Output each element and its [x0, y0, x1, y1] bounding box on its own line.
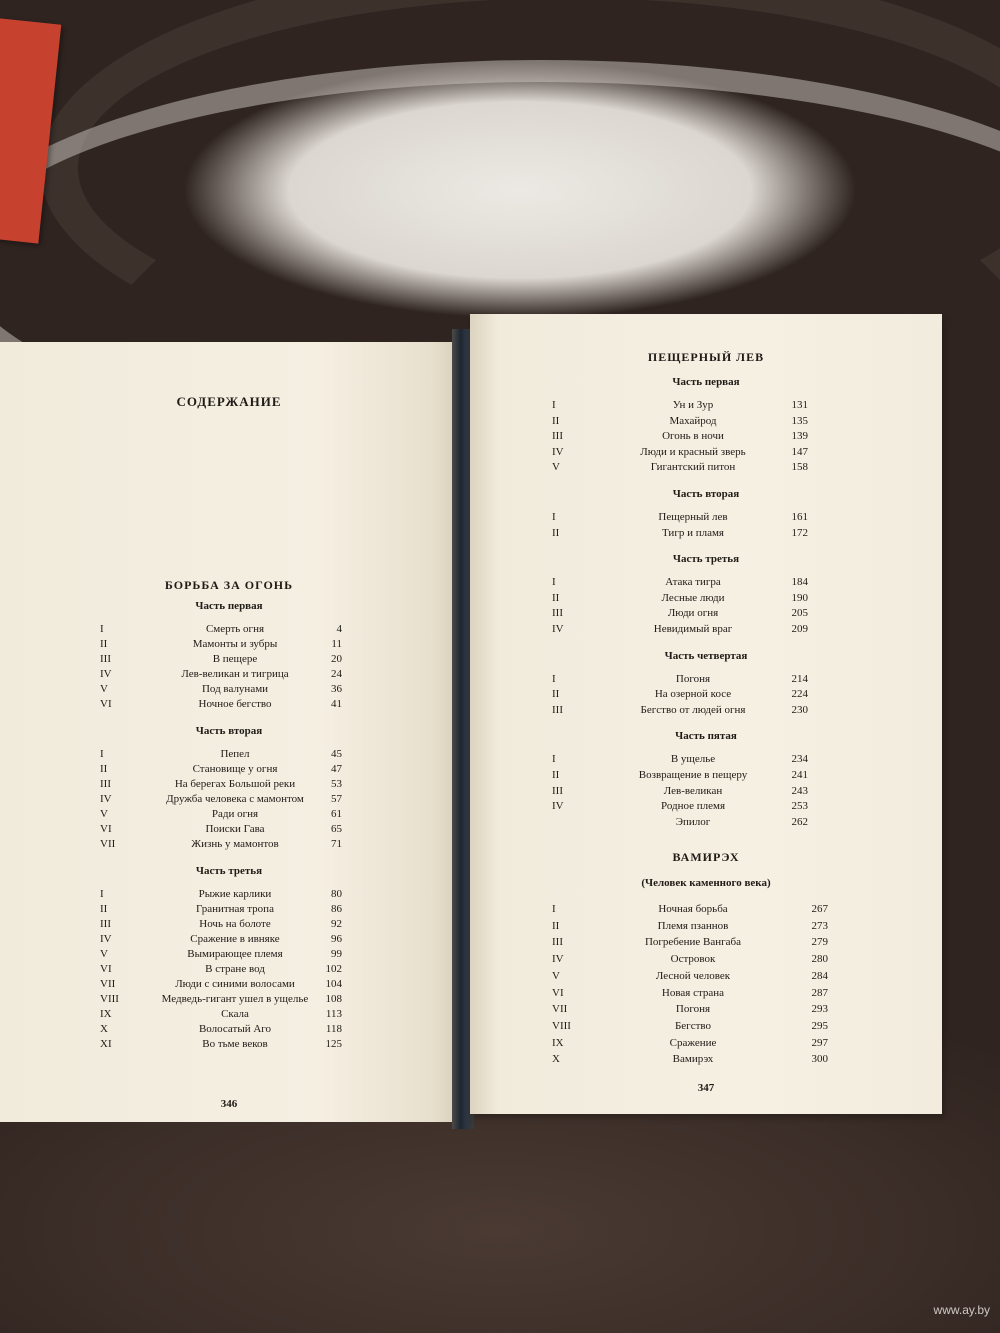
chapter-number: II: [552, 688, 560, 701]
right-page: [470, 314, 942, 1114]
chapter-number: V: [552, 461, 560, 474]
chapter-number: V: [100, 948, 108, 960]
chapter-page: 57: [331, 793, 342, 805]
chapter-number: III: [552, 607, 563, 620]
chapter-title: Махайрод: [669, 414, 717, 427]
work-title: БОРЬБА ЗА ОГОНЬ: [164, 578, 294, 592]
chapter-page: 209: [791, 623, 808, 635]
toc-entry: [552, 703, 808, 718]
chapter-number: III: [100, 778, 111, 790]
chapter-title: Тигр и пламя: [661, 526, 724, 539]
chapter-title: На берегах Большой реки: [174, 778, 296, 790]
work-title: ПЕЩЕРНЫЙ ЛЕВ: [647, 350, 765, 364]
chapter-title: Возвращение в пещеру: [638, 769, 748, 781]
chapter-page: 45: [331, 748, 342, 760]
chapter-page: 234: [791, 753, 808, 766]
chapter-number: II: [100, 638, 108, 650]
chapter-title: Люди и красный зверь: [640, 445, 746, 458]
chapter-title: Во тьме веков: [202, 1038, 268, 1050]
toc-entry: [100, 652, 342, 667]
chapter-page: 118: [325, 1023, 342, 1035]
toc-entry: [552, 919, 842, 934]
chapter-number: II: [552, 526, 560, 539]
chapter-title: Огонь в ночи: [662, 430, 724, 443]
chapter-number: VII: [100, 978, 116, 990]
chapter-page: 108: [325, 993, 342, 1005]
chapter-number: I: [552, 511, 556, 523]
chapter-title: В пещере: [212, 653, 258, 665]
chapter-number: III: [100, 653, 111, 665]
chapter-number: I: [552, 753, 556, 766]
toc-entry: [552, 1019, 842, 1034]
chapter-title: Медведь-гигант ушел в ущелье: [161, 993, 309, 1005]
chapter-title: Люди с синими волосами: [175, 978, 295, 990]
toc-entry: [552, 768, 808, 783]
part-title: Часть четвертая: [664, 649, 748, 662]
toc-entry: [100, 962, 342, 977]
chapter-number: IV: [552, 623, 564, 635]
chapter-title: Погоня: [675, 1003, 711, 1016]
part-title: Часть первая: [195, 600, 263, 612]
toc-entry: [552, 799, 808, 814]
chapter-page: 273: [811, 919, 828, 932]
chapter-title: В ущелье: [670, 753, 716, 766]
chapter-page: 131: [791, 399, 808, 411]
chapter-page: 24: [331, 668, 342, 680]
chapter-number: II: [552, 919, 560, 932]
chapter-title: Ун и Зур: [672, 399, 714, 411]
chapter-number: III: [552, 936, 563, 949]
chapter-page: 36: [331, 683, 342, 695]
toc-entry: [552, 1052, 842, 1067]
toc-entry: [552, 935, 842, 950]
toc-entry: [100, 902, 342, 917]
watermark: www.ay.by: [933, 1303, 990, 1317]
chapter-page: 267: [811, 903, 828, 915]
chapter-title: Гранитная тропа: [196, 903, 274, 915]
chapter-page: 280: [811, 953, 828, 966]
toc-entry: [100, 822, 342, 837]
chapter-number: XI: [100, 1038, 112, 1050]
chapter-number: I: [552, 903, 556, 915]
page-number: 346: [220, 1098, 238, 1110]
chapter-number: II: [100, 763, 108, 775]
chapter-number: V: [100, 683, 108, 695]
toc-entry: [100, 947, 342, 962]
chapter-title: Ради огня: [211, 808, 259, 820]
chapter-page: 102: [325, 963, 342, 975]
chapter-page: 113: [325, 1008, 342, 1020]
page-number: 347: [697, 1082, 715, 1094]
toc-entry: [552, 784, 808, 799]
toc-entry: [100, 777, 342, 792]
chapter-title: Погоня: [675, 672, 711, 685]
toc-entry: [100, 1007, 342, 1022]
toc-entry: [100, 637, 342, 652]
chapter-title: Лесной человек: [655, 969, 731, 982]
chapter-number: X: [100, 1023, 108, 1035]
chapter-page: 253: [791, 800, 808, 813]
toc-entry: [100, 747, 342, 762]
chapter-page: 295: [811, 1019, 828, 1032]
chapter-title: Атака тигра: [665, 576, 721, 589]
toc-entry: [552, 526, 808, 541]
chapter-title: Вамирэх: [672, 1053, 714, 1066]
toc-entry: [552, 510, 808, 525]
chapter-title: Сражение: [669, 1036, 717, 1049]
chapter-page: 287: [811, 986, 828, 999]
toc-entry: [552, 414, 808, 429]
chapter-number: I: [552, 576, 556, 589]
chapter-title: Лев-великан и тигрица: [181, 668, 289, 680]
chapter-page: 224: [791, 688, 808, 701]
chapter-title: Эпилог: [675, 815, 711, 828]
chapter-number: VI: [552, 986, 564, 999]
chapter-number: IX: [100, 1008, 112, 1020]
chapter-number: IV: [552, 445, 564, 458]
chapter-number: IV: [552, 953, 564, 966]
toc-entry: [100, 917, 342, 932]
toc-entry: [100, 807, 342, 822]
toc-entry: [552, 687, 808, 702]
toc-entry: [100, 887, 342, 902]
toc-entry: [552, 672, 808, 687]
chapter-title: Смерть огня: [205, 623, 265, 635]
chapter-number: IV: [552, 800, 564, 813]
chapter-number: II: [552, 414, 560, 427]
chapter-title: Погребение Вангаба: [644, 936, 742, 949]
toc-entry: [100, 1037, 342, 1052]
toc-entry: [552, 460, 808, 475]
chapter-number: I: [552, 399, 556, 411]
chapter-number: IX: [552, 1036, 564, 1049]
toc-entry: [552, 591, 808, 606]
chapter-number: III: [552, 430, 563, 443]
left-page: [0, 342, 458, 1122]
toc-entry: [100, 667, 342, 682]
chapter-number: I: [100, 748, 104, 760]
chapter-number: IV: [100, 793, 112, 805]
chapter-number: III: [552, 703, 563, 716]
chapter-page: 205: [791, 607, 808, 620]
chapter-page: 243: [791, 784, 808, 797]
chapter-number: III: [552, 784, 563, 797]
chapter-number: X: [552, 1053, 560, 1066]
chapter-title: Скала: [221, 1008, 249, 1020]
chapter-number: I: [552, 672, 556, 685]
chapter-page: 190: [791, 591, 808, 604]
part-title: Часть первая: [672, 376, 740, 388]
toc-entry: [552, 575, 808, 590]
chapter-page: 96: [331, 933, 342, 945]
chapter-number: II: [100, 903, 108, 915]
chapter-title: Лесные люди: [661, 591, 725, 604]
chapter-page: 20: [331, 653, 342, 665]
chapter-title: Ночь на болоте: [199, 918, 271, 930]
toc-entry: [552, 1036, 842, 1051]
chapter-page: 184: [791, 576, 808, 589]
toc-entry: [552, 902, 842, 917]
chapter-page: 99: [331, 948, 342, 960]
chapter-page: 92: [331, 918, 342, 930]
chapter-page: 241: [791, 769, 808, 781]
part-title: Часть вторая: [195, 725, 263, 737]
chapter-page: 161: [791, 511, 808, 523]
chapter-page: 104: [325, 978, 342, 990]
toc-entry: [552, 815, 808, 830]
chapter-title: Невидимый враг: [653, 623, 733, 635]
chapter-page: 214: [791, 672, 808, 685]
chapter-page: 284: [811, 969, 828, 982]
toc-entry: [552, 622, 808, 637]
chapter-page: 293: [811, 1003, 828, 1016]
chapter-number: V: [100, 808, 108, 820]
toc-entry: [552, 429, 808, 444]
part-title: Часть вторая: [672, 488, 740, 500]
toc-entry: [100, 837, 342, 852]
work2-subtitle: (Человек каменного века): [641, 877, 771, 889]
chapter-page: 41: [331, 698, 342, 710]
chapter-title: Мамонты и зубры: [192, 638, 278, 650]
chapter-number: I: [100, 623, 104, 635]
chapter-title: На озерной косе: [654, 688, 732, 701]
chapter-title: Лев-великан: [663, 784, 723, 797]
chapter-page: 279: [811, 936, 828, 949]
contents-heading: СОДЕРЖАНИЕ: [176, 394, 282, 409]
toc-entry: [100, 762, 342, 777]
chapter-number: VIII: [100, 993, 119, 1005]
chapter-title: Пещерный лев: [658, 511, 728, 523]
chapter-page: 158: [791, 461, 808, 474]
chapter-number: VIII: [552, 1019, 571, 1032]
chapter-title: Новая страна: [661, 986, 725, 999]
part-title: Часть третья: [195, 865, 263, 877]
chapter-page: 125: [325, 1038, 342, 1050]
toc-entry: [100, 1022, 342, 1037]
chapter-number: VI: [100, 698, 112, 710]
toc-entry: [552, 445, 808, 460]
toc-entry: [100, 622, 342, 637]
chapter-page: 147: [791, 445, 808, 458]
chapter-page: 80: [331, 888, 342, 900]
toc-entry: [100, 992, 342, 1007]
chapter-page: 300: [811, 1053, 828, 1066]
toc-entry: [552, 606, 808, 621]
chapter-title: Сражение в ивняке: [190, 933, 280, 945]
chapter-page: 86: [331, 903, 342, 915]
chapter-title: Племя пзаннов: [657, 919, 729, 932]
chapter-title: В стране вод: [205, 963, 265, 975]
chapter-page: 61: [331, 808, 342, 820]
chapter-page: 71: [331, 838, 342, 850]
chapter-page: 65: [331, 823, 342, 835]
chapter-title: Рыжие карлики: [198, 888, 272, 900]
part-title: Часть пятая: [675, 730, 737, 743]
chapter-page: 135: [791, 414, 808, 427]
chapter-number: V: [552, 969, 560, 982]
chapter-number: II: [552, 591, 560, 604]
chapter-title: Становище у огня: [192, 763, 278, 775]
chapter-title: Вымирающее племя: [187, 948, 283, 960]
chapter-page: 230: [791, 703, 808, 716]
chapter-title: Островок: [670, 953, 716, 966]
open-book: [0, 334, 945, 1126]
part-title: Часть третья: [672, 553, 740, 566]
chapter-title: Волосатый Аго: [198, 1023, 272, 1035]
toc-entry: [100, 792, 342, 807]
chapter-page: 139: [791, 430, 808, 443]
toc-entry: [552, 986, 842, 1001]
chapter-number: II: [552, 769, 560, 781]
chapter-title: Жизнь у мамонтов: [191, 838, 279, 850]
chapter-title: Гигантский питон: [650, 461, 736, 474]
toc-entry: [100, 932, 342, 947]
toc-entry: [552, 952, 842, 967]
chapter-page: 172: [791, 526, 808, 539]
chapter-number: VII: [552, 1003, 568, 1016]
chapter-number: VI: [100, 823, 112, 835]
toc-entry: [552, 398, 808, 413]
toc-entry: [552, 752, 808, 767]
chapter-number: I: [100, 888, 104, 900]
chapter-page: 11: [331, 638, 342, 650]
toc-entry: [552, 1002, 842, 1017]
chapter-title: Пепел: [220, 748, 250, 760]
chapter-page: 297: [811, 1036, 828, 1049]
chapter-title: Родное племя: [660, 800, 726, 813]
chapter-number: III: [100, 918, 111, 930]
chapter-title: Бегство: [674, 1019, 712, 1032]
chapter-page: 47: [331, 763, 342, 775]
toc-entry: [100, 697, 342, 712]
chapter-number: IV: [100, 668, 112, 680]
chapter-title: Бегство от людей огня: [640, 703, 746, 716]
toc-entry: [100, 977, 342, 992]
toc-entry: [100, 682, 342, 697]
chapter-title: Под валунами: [201, 683, 269, 695]
toc-entry: [552, 969, 842, 984]
chapter-number: IV: [100, 933, 112, 945]
chapter-page: 4: [336, 623, 342, 635]
chapter-title: Дружба человека с мамонтом: [166, 793, 304, 805]
chapter-title: Ночная борьба: [658, 903, 728, 915]
work2-title: ВАМИРЭХ: [672, 850, 740, 864]
chapter-title: Ночное бегство: [198, 698, 272, 710]
chapter-title: Люди огня: [667, 607, 719, 620]
chapter-page: 262: [791, 815, 808, 828]
chapter-title: Поиски Гава: [205, 823, 265, 835]
chapter-number: VI: [100, 963, 112, 975]
chapter-number: VII: [100, 838, 116, 850]
chapter-page: 53: [331, 778, 342, 790]
